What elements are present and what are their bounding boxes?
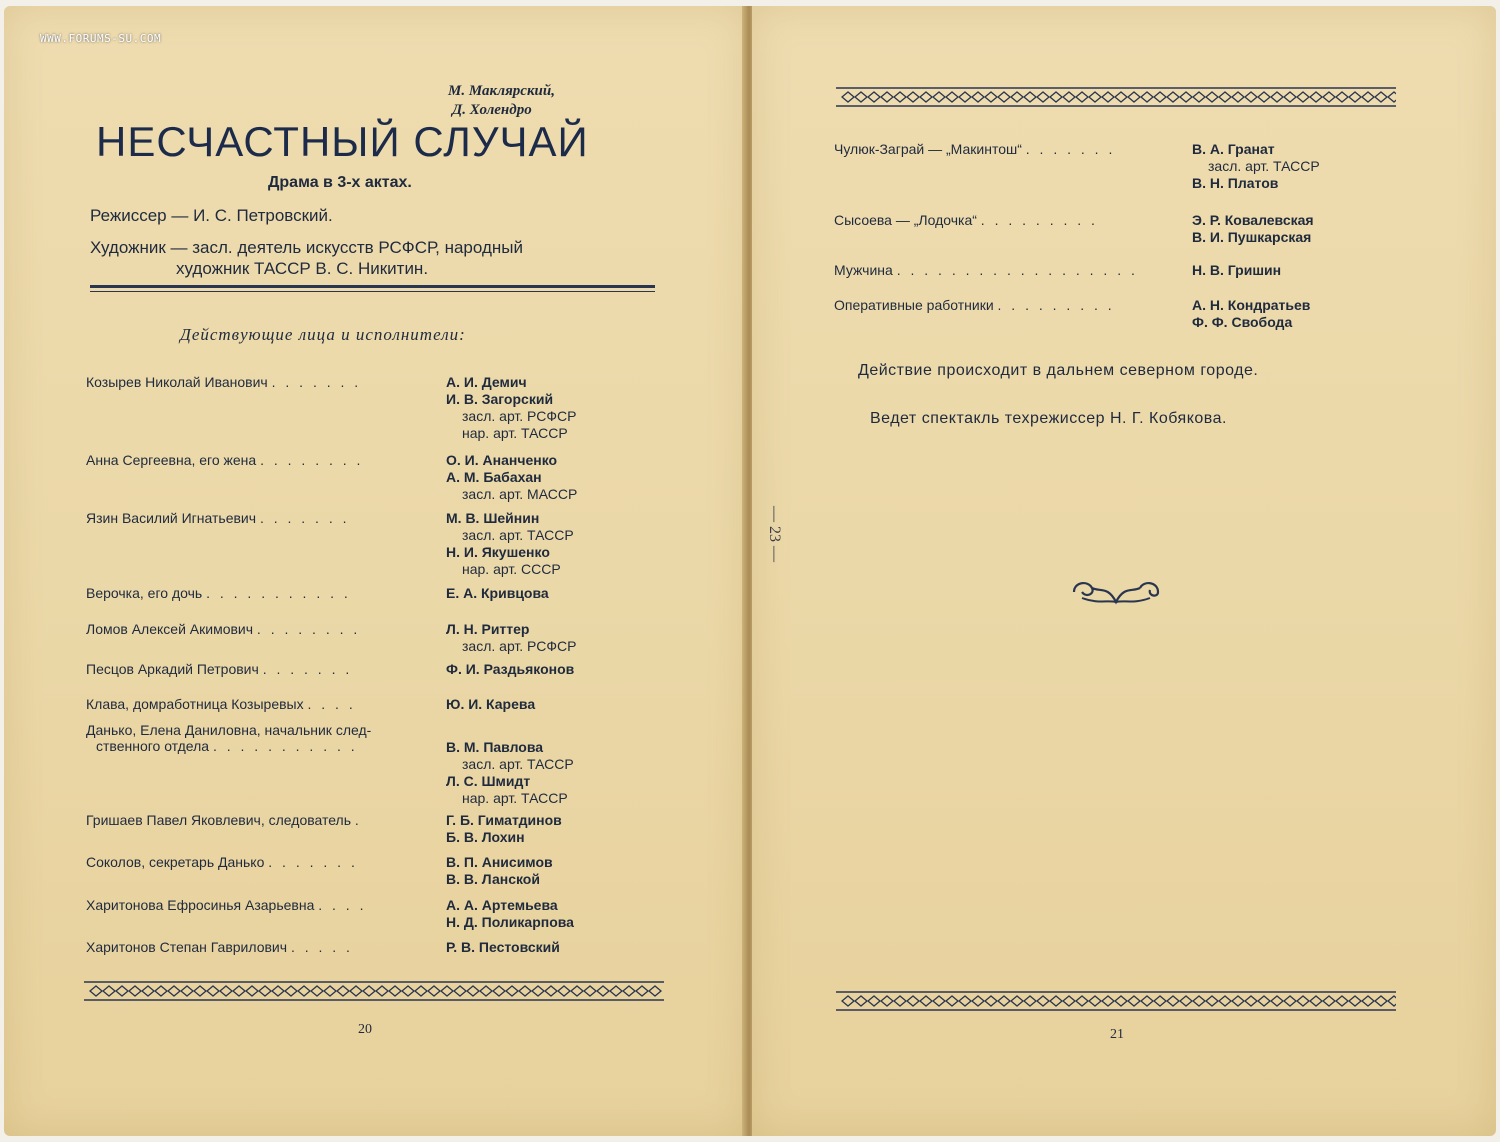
ornament-diamond	[1375, 996, 1387, 1006]
performer-name: Н. И. Якушенко	[446, 544, 550, 560]
ornament-diamond	[246, 986, 258, 996]
role-name: Клава, домработница Козыревых	[86, 696, 304, 712]
ornament-diamond	[1258, 996, 1270, 1006]
ornament-diamond	[220, 986, 232, 996]
ornament-diamond	[1128, 92, 1140, 102]
ornament-diamond	[1154, 92, 1166, 102]
role-name: Данько, Елена Даниловна, начальник след-	[86, 722, 372, 738]
performer-title: засл. арт. ТАССР	[462, 527, 574, 543]
stage-manager-note: Ведет спектакль техрежиссер Н. Г. Кобякова.	[870, 410, 1227, 427]
cast-role	[834, 212, 1098, 228]
ornament-diamond	[545, 986, 557, 996]
page-number-right: 21	[1110, 1027, 1124, 1042]
performer-name: Л. Н. Риттер	[446, 621, 530, 637]
leader-dots: . . . .	[318, 897, 367, 913]
ornament-diamond	[597, 986, 609, 996]
ornament-diamond	[985, 92, 997, 102]
ornament-diamond	[1258, 92, 1270, 102]
leader-dots: . . . . . . . . . . .	[206, 585, 351, 601]
performer-name: Р. В. Пестовский	[446, 939, 560, 955]
ornament-diamond	[1362, 996, 1374, 1006]
ornament-diamond	[298, 986, 310, 996]
ornament-diamond	[881, 92, 893, 102]
ornament-diamond	[1219, 92, 1231, 102]
ornament-diamond	[855, 92, 867, 102]
leader-dots: .	[354, 812, 362, 828]
ornament-diamond	[610, 986, 622, 996]
ornament-diamond	[1297, 92, 1309, 102]
ornament-diamond	[920, 996, 932, 1006]
ornament-diamond	[1206, 996, 1218, 1006]
artist-credit-line2: художник ТАССР В. С. Никитин.	[176, 259, 429, 278]
ornament-diamond	[1076, 996, 1088, 1006]
ornament-diamond	[337, 986, 349, 996]
ornament-diamond	[1102, 996, 1114, 1006]
cast-role	[86, 854, 358, 870]
artist-credit-line1: Художник — засл. деятель искусств РСФСР, народный	[90, 238, 523, 257]
ornament-diamond	[1089, 996, 1101, 1006]
watermark: WWW.FORUMS-SU.COM	[40, 32, 162, 45]
ornament-diamond	[972, 92, 984, 102]
ornament-diamond	[1336, 92, 1348, 102]
ornament-diamond	[1375, 92, 1387, 102]
role-name: Соколов, секретарь Данько	[86, 854, 265, 870]
ornament-diamond	[1284, 92, 1296, 102]
leader-dots: . . . .	[307, 696, 356, 712]
author-2: Д. Холендро	[452, 102, 532, 118]
performer-title: нар. арт. СССР	[462, 561, 561, 577]
role-name: Оперативные работники	[834, 297, 994, 313]
ornament-diamond	[1115, 996, 1127, 1006]
ornament-diamond	[1050, 996, 1062, 1006]
cast-role	[86, 812, 362, 828]
role-name: Язин Василий Игнатьевич	[86, 510, 257, 526]
performer-title: нар. арт. ТАССР	[462, 425, 568, 441]
ornament-diamond	[1063, 996, 1075, 1006]
authors	[448, 82, 555, 120]
role-name: Козырев Николай Иванович	[86, 374, 268, 390]
flourish-ornament	[1068, 574, 1164, 610]
role-name: Гришаев Павел Яковлевич, следователь	[86, 812, 352, 828]
ornament-diamond	[207, 986, 219, 996]
cast-performers	[1192, 262, 1281, 279]
cast-performers	[446, 939, 560, 956]
performer-title: засл. арт. ТАССР	[462, 756, 574, 772]
ornament-diamond	[1037, 996, 1049, 1006]
ornament-diamond	[1349, 92, 1361, 102]
ornament-diamond	[1128, 996, 1140, 1006]
ornament-diamond	[1297, 996, 1309, 1006]
performer-title: засл. арт. РСФСР	[462, 408, 577, 424]
ornament-diamond	[324, 986, 336, 996]
ornament-diamond	[1167, 996, 1179, 1006]
ornament-diamond	[1245, 92, 1257, 102]
performer-title: засл. арт. ТАССР	[1208, 158, 1320, 174]
performer-name: А. А. Артемьева	[446, 897, 558, 913]
ornament-diamond	[155, 986, 167, 996]
leader-dots: . . . . . . .	[262, 661, 353, 677]
ornament-diamond	[506, 986, 518, 996]
performer-title: нар. арт. ТАССР	[462, 790, 568, 806]
performer-title: засл. арт. МАССР	[462, 486, 578, 502]
role-name: Харитонов Степан Гаврилович	[86, 939, 288, 955]
ornament-diamond	[1349, 996, 1361, 1006]
cast-role	[834, 262, 1138, 278]
ornament-diamond	[933, 92, 945, 102]
ornament-diamond	[129, 986, 141, 996]
ornament-diamond	[1076, 92, 1088, 102]
ornament-diamond	[1271, 92, 1283, 102]
cast-role	[834, 297, 1115, 313]
ornament-diamond	[1362, 92, 1374, 102]
performer-name: В. П. Анисимов	[446, 854, 553, 870]
cast-performers	[1192, 297, 1310, 331]
setting-note: Действие происходит в дальнем северном городе.	[858, 362, 1259, 379]
ornament-diamond	[480, 986, 492, 996]
cast-role	[86, 661, 352, 677]
ornament-diamond	[1206, 92, 1218, 102]
ornament-diamond	[1154, 996, 1166, 1006]
ornament-diamond	[142, 986, 154, 996]
performer-name: В. В. Ланской	[446, 871, 540, 887]
cast-role	[86, 452, 363, 468]
ornament-diamond	[1323, 92, 1335, 102]
ornament-diamond	[842, 996, 854, 1006]
ornament-diamond	[1024, 996, 1036, 1006]
ornament-diamond	[1323, 996, 1335, 1006]
performer-name: М. В. Шейнин	[446, 510, 540, 526]
ornament-diamond	[311, 986, 323, 996]
performer-name: А. И. Демич	[446, 374, 527, 390]
ornament-diamond	[363, 986, 375, 996]
ornament-diamond	[116, 986, 128, 996]
ornament-diamond	[881, 996, 893, 1006]
ornament-diamond	[842, 92, 854, 102]
ornament-band-right-bottom	[836, 990, 1396, 1012]
ornament-diamond	[636, 986, 648, 996]
play-title: НЕСЧАСТНЫЙ СЛУЧАЙ	[96, 118, 589, 165]
ornament-diamond	[998, 996, 1010, 1006]
ornament-diamond	[972, 996, 984, 1006]
cast-heading: Действующие лица и исполнители:	[180, 325, 466, 344]
play-subtitle: Драма в 3-х актах.	[268, 174, 412, 191]
header-rule-thin	[90, 291, 655, 292]
ornament-diamond	[389, 986, 401, 996]
cast-role	[86, 939, 353, 955]
ornament-diamond	[376, 986, 388, 996]
ornament-diamond	[649, 986, 661, 996]
ornament-diamond	[1336, 996, 1348, 1006]
ornament-diamond	[519, 986, 531, 996]
ornament-diamond	[168, 986, 180, 996]
performer-name: Э. Р. Ковалевская	[1192, 212, 1314, 228]
role-name: Мужчина	[834, 262, 893, 278]
cast-performers	[446, 452, 577, 503]
leader-dots: . . . . . . . .	[256, 621, 361, 637]
cast-performers	[446, 897, 574, 931]
ornament-diamond	[946, 996, 958, 1006]
leader-dots: . . . . . . . . .	[980, 212, 1098, 228]
ornament-diamond	[868, 92, 880, 102]
ornament-diamond	[1050, 92, 1062, 102]
leader-dots: . . . . . . . . .	[997, 297, 1115, 313]
leader-dots: . . . . . . .	[268, 854, 358, 870]
leader-dots: . . . . . . . . . . . . . . . . . .	[896, 262, 1138, 278]
ornament-diamond	[1232, 92, 1244, 102]
ornament-diamond	[1141, 92, 1153, 102]
cast-performers	[446, 696, 535, 713]
handwritten-page-mark: — 23 —	[766, 506, 783, 562]
performer-name: Ф. Ф. Свобода	[1192, 314, 1293, 330]
ornament-diamond	[571, 986, 583, 996]
leader-dots: . . . . . . .	[259, 510, 350, 526]
performer-name: А. Н. Кондратьев	[1192, 297, 1311, 313]
ornament-diamond	[1388, 996, 1396, 1006]
ornament-diamond	[402, 986, 414, 996]
ornament-diamond	[1193, 92, 1205, 102]
ornament-diamond	[1141, 996, 1153, 1006]
leader-dots: . . . . .	[290, 939, 353, 955]
author-1: М. Маклярский,	[448, 83, 555, 99]
ornament-diamond	[454, 986, 466, 996]
ornament-diamond	[1284, 996, 1296, 1006]
cast-performers	[446, 585, 549, 602]
cast-role	[86, 722, 371, 754]
ornament-diamond	[350, 986, 362, 996]
ornament-diamond	[1011, 92, 1023, 102]
leader-dots: . . . . . . .	[271, 374, 362, 390]
cast-role	[86, 510, 350, 526]
ornament-diamond	[985, 996, 997, 1006]
performer-name: Г. Б. Гиматдинов	[446, 812, 562, 828]
performer-name: В. И. Пушкарская	[1192, 229, 1312, 245]
ornament-diamond	[959, 92, 971, 102]
role-name: Ломов Алексей Акимович	[86, 621, 254, 637]
ornament-diamond	[1102, 92, 1114, 102]
ornament-diamond	[894, 996, 906, 1006]
cast-role	[834, 141, 1115, 157]
ornament-diamond	[1245, 996, 1257, 1006]
ornament-diamond	[493, 986, 505, 996]
leader-dots: . . . . . . . .	[260, 452, 364, 468]
leader-dots: . . . . . . . . . . .	[212, 738, 358, 754]
ornament-diamond	[894, 92, 906, 102]
performer-title: засл. арт. РСФСР	[462, 638, 577, 654]
ornament-diamond	[272, 986, 284, 996]
cast-role	[86, 621, 360, 637]
ornament-diamond	[103, 986, 115, 996]
cast-performers	[446, 739, 574, 807]
right-page	[752, 6, 1496, 1136]
ornament-diamond	[584, 986, 596, 996]
role-name: Верочка, его дочь	[86, 585, 203, 601]
cast-performers	[446, 374, 576, 442]
role-name: Сысоева — „Лодочка“	[834, 212, 977, 228]
cast-performers	[446, 812, 562, 846]
ornament-diamond	[1193, 996, 1205, 1006]
ornament-diamond	[233, 986, 245, 996]
ornament-band-left	[84, 980, 664, 1002]
ornament-diamond	[623, 986, 635, 996]
ornament-diamond	[1310, 996, 1322, 1006]
ornament-diamond	[907, 996, 919, 1006]
ornament-diamond	[1232, 996, 1244, 1006]
ornament-diamond	[855, 996, 867, 1006]
ornament-diamond	[90, 986, 102, 996]
cast-role	[86, 696, 356, 712]
performer-name: Ю. И. Карева	[446, 696, 536, 712]
ornament-diamond	[441, 986, 453, 996]
ornament-diamond	[467, 986, 479, 996]
ornament-diamond	[532, 986, 544, 996]
cast-performers	[446, 854, 553, 888]
performer-name: Б. В. Лохин	[446, 829, 525, 845]
cast-role	[86, 585, 351, 601]
ornament-band-right-top	[836, 86, 1396, 108]
role-name-cont: ственного отдела	[96, 738, 210, 754]
role-name: Анна Сергеевна, его жена	[86, 452, 257, 468]
cast-performers	[1192, 141, 1320, 192]
cast-performers	[446, 661, 574, 678]
ornament-diamond	[1115, 92, 1127, 102]
page-number-left: 20	[358, 1022, 372, 1037]
leader-dots: . . . . . . .	[1025, 141, 1116, 157]
performer-name: В. М. Павлова	[446, 739, 544, 755]
performer-name: Н. В. Гришин	[1192, 262, 1282, 278]
ornament-diamond	[946, 92, 958, 102]
ornament-diamond	[1310, 92, 1322, 102]
performer-name: Е. А. Кривцова	[446, 585, 549, 601]
ornament-diamond	[1388, 92, 1396, 102]
ornament-diamond	[1024, 92, 1036, 102]
ornament-diamond	[415, 986, 427, 996]
cast-performers	[446, 621, 576, 655]
ornament-diamond	[1089, 92, 1101, 102]
role-name: Харитонова Ефросинья Азарьевна	[86, 897, 315, 913]
ornament-diamond	[1037, 92, 1049, 102]
ornament-diamond	[868, 996, 880, 1006]
ornament-diamond	[194, 986, 206, 996]
cast-performers	[446, 510, 574, 578]
ornament-diamond	[285, 986, 297, 996]
ornament-diamond	[259, 986, 271, 996]
role-name: Чулюк-Заграй — „Макинтош“	[834, 141, 1022, 157]
ornament-diamond	[181, 986, 193, 996]
role-name: Песцов Аркадий Петрович	[86, 661, 259, 677]
ornament-diamond	[907, 92, 919, 102]
ornament-diamond	[1271, 996, 1283, 1006]
performer-name: И. В. Загорский	[446, 391, 554, 407]
cast-role	[86, 897, 366, 913]
performer-name: Ф. И. Раздьяконов	[446, 661, 575, 677]
ornament-diamond	[1167, 92, 1179, 102]
cast-performers	[1192, 212, 1314, 246]
performer-name: Л. С. Шмидт	[446, 773, 531, 789]
performer-name: В. Н. Платов	[1192, 175, 1279, 191]
ornament-diamond	[1011, 996, 1023, 1006]
ornament-diamond	[933, 996, 945, 1006]
ornament-diamond	[1063, 92, 1075, 102]
performer-name: О. И. Ананченко	[446, 452, 558, 468]
performer-name: В. А. Гранат	[1192, 141, 1275, 157]
ornament-diamond	[428, 986, 440, 996]
ornament-diamond	[959, 996, 971, 1006]
ornament-diamond	[1219, 996, 1231, 1006]
ornament-diamond	[558, 986, 570, 996]
ornament-diamond	[920, 92, 932, 102]
ornament-diamond	[998, 92, 1010, 102]
ornament-diamond	[1180, 92, 1192, 102]
director-credit: Режиссер — И. С. Петровский.	[90, 206, 333, 225]
performer-name: А. М. Бабахан	[446, 469, 542, 485]
header-rule-thick	[90, 285, 655, 288]
ornament-diamond	[1180, 996, 1192, 1006]
performer-name: Н. Д. Поликарпова	[446, 914, 574, 930]
cast-role	[86, 374, 361, 390]
